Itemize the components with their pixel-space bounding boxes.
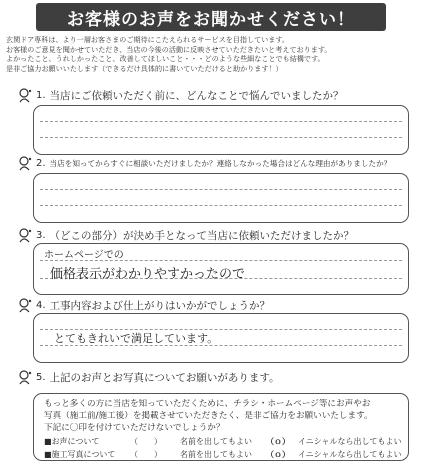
person-thinking-icon	[18, 88, 32, 103]
handwritten-answer-line-1: ホームページでの	[44, 250, 124, 261]
consent-box	[33, 393, 409, 461]
question-text: 当店にご依頼いただく前に、どんなことで悩んでいましたか？	[49, 89, 344, 102]
name-ok-label: 名前を出してもよい	[180, 437, 252, 446]
consent-row-label: ■施工写真について	[44, 450, 116, 459]
question-number: 1.	[36, 89, 46, 101]
answer-box-2[interactable]	[33, 173, 409, 223]
consent-row-voice	[44, 436, 402, 447]
person-thinking-icon	[18, 156, 32, 171]
question-text: （どこの部分）が決め手となって当店に依頼いただけましたか？	[49, 229, 355, 242]
question-text: 上記のお声とお写真についてお願いがあります。	[49, 371, 280, 384]
intro-line: よかったこと、うれしかったこと、改善してほしいこと・・・どのような些細なことでも結構です。	[6, 54, 325, 64]
intro-text	[6, 35, 426, 73]
answer-box-3[interactable]	[33, 243, 409, 295]
name-ok-checkbox[interactable]: （ ）	[130, 437, 162, 446]
consent-line: もっと多くの方に当店を知っていただくために、チラシ・ホームページ等にお声やお	[44, 399, 371, 409]
intro-line: お客様のご意見を聞かせていただき、当店の今後の活動に反映させていただきたいと考えております。	[6, 44, 332, 54]
question-text: 当店を知ってからすぐに相談いただけましたか？連絡しなかった場合はどんな理由がありましたか？	[49, 158, 392, 168]
name-ok-checkbox[interactable]: （ ）	[130, 450, 162, 459]
question-number: 2.	[36, 157, 46, 169]
person-thinking-icon	[18, 228, 32, 243]
question-1	[18, 87, 426, 103]
answer-box-4[interactable]	[33, 313, 409, 363]
answer-box-1[interactable]	[33, 105, 409, 155]
question-number: 5.	[36, 371, 46, 383]
consent-row-label: ■お声について	[44, 437, 100, 446]
question-text: 工事内容および仕上がりはいかがでしょうか？	[49, 299, 271, 312]
question-4	[18, 297, 426, 313]
consent-line: 写真（施工前/施工後）を掲載させていただきたく、是非ご協力をお願いいたします。	[44, 410, 373, 421]
handwritten-answer: とてもきれいで満足しています。	[54, 332, 219, 345]
question-5	[18, 369, 426, 385]
initial-ok-label: イニシャルなら出してもよい	[298, 437, 402, 446]
question-number: 3.	[36, 229, 46, 241]
intro-line: 是非ご協力お願いいたします（できるだけ具体的に書いていただけると助かります！）	[6, 63, 283, 73]
consent-text	[44, 399, 402, 434]
page-title: お客様のお声をお聞かせください！	[67, 9, 355, 30]
intro-line: 玄関ドア専科は、より一層お客さまのご期待にこたえられるサービスを目指しています。	[6, 35, 289, 44]
question-number: 4.	[36, 299, 46, 311]
handwritten-answer-line-2: 価格表示がわかりやすかったので	[50, 267, 246, 282]
initial-ok-label: イニシャルなら出してもよい	[298, 450, 402, 459]
page-title-banner	[36, 3, 386, 31]
question-2	[18, 155, 426, 171]
initial-ok-checkbox[interactable]: （ｏ）	[266, 437, 290, 446]
consent-row-photo	[44, 449, 402, 460]
person-thinking-icon	[18, 370, 32, 385]
consent-line: 下記に〇印を付けていただけないでしょうか？	[44, 422, 225, 433]
name-ok-label: 名前を出してもよい	[180, 450, 252, 459]
question-3	[18, 227, 426, 243]
person-thinking-icon	[18, 298, 32, 313]
initial-ok-checkbox[interactable]: （ｏ）	[266, 450, 290, 459]
